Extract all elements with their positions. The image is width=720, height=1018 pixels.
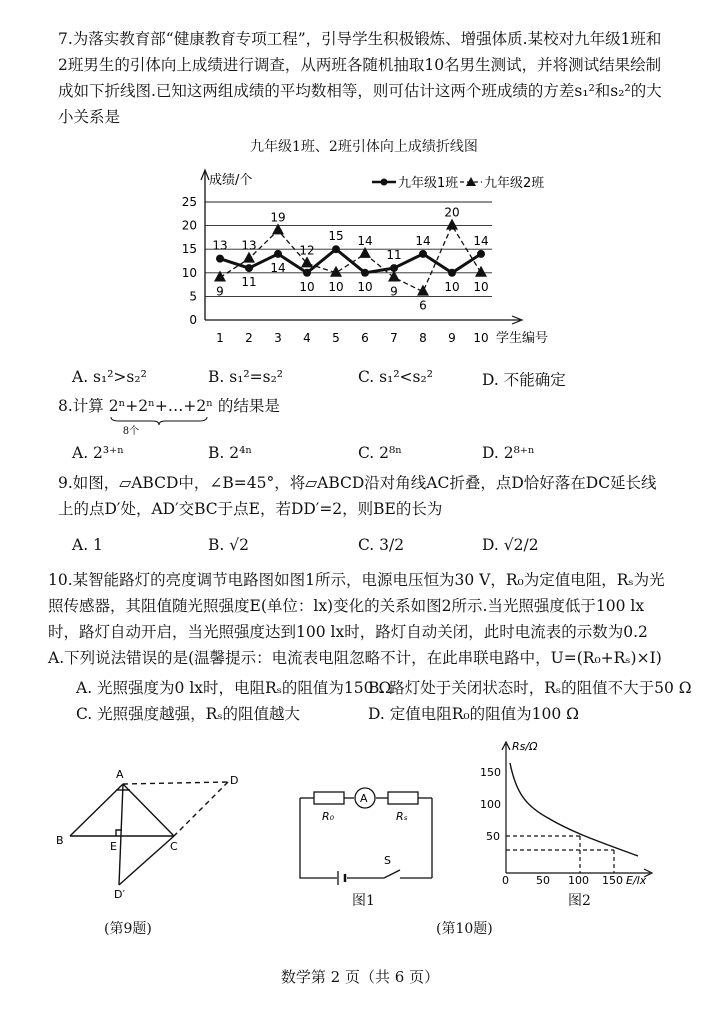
label-b: B [56, 834, 64, 847]
x-tick-label: 9 [448, 331, 456, 345]
q7-option-d[interactable]: D. 不能确定 [482, 371, 566, 389]
underbrace-icon [109, 416, 209, 426]
question-9-text: 9.如图，▱ABCD中，∠B=45°，将▱ABCD沿对角线AC折叠，点D恰好落在DC延长线上的点D′处，AD′交BC于点E，若DD′=2，则BE的长为 [58, 474, 657, 518]
chart-title: 九年级1班、2班引体向上成绩折线图 [250, 139, 478, 155]
data-point-class1 [332, 245, 340, 253]
graph-ytick: 100 [480, 798, 501, 811]
data-label-class1: 10 [299, 279, 315, 294]
data-point-class2 [475, 266, 487, 277]
data-label-class2: 6 [419, 298, 427, 313]
data-point-class1 [477, 250, 485, 258]
data-label-class1: 11 [241, 275, 257, 290]
r0-label: R₀ [322, 810, 335, 823]
y-tick-label: 15 [181, 242, 197, 257]
data-label-class2: 10 [328, 279, 344, 294]
data-point-class1 [303, 269, 311, 277]
circuit-diagram [292, 780, 452, 890]
y-tick-label: 5 [189, 289, 197, 304]
graph-x-label: E/lx [626, 874, 647, 887]
data-label-class1: 14 [473, 233, 489, 248]
data-label-class2: 9 [216, 284, 224, 299]
graph-xtick: 50 [536, 874, 550, 887]
label-d-prime: D′ [114, 888, 125, 900]
data-label-class1: 15 [328, 229, 344, 244]
q7-option-b[interactable]: B. s₁²=s₂² [208, 368, 283, 386]
line-chart [0, 160, 720, 380]
x-tick-label: 8 [419, 331, 427, 345]
q10-option-a[interactable]: A. 光照强度为0 lx时，电阻Rₛ的阻值为150 Ω [76, 679, 392, 697]
data-label-class1: 14 [270, 260, 286, 275]
data-label-class2: 10 [473, 279, 489, 294]
q8-expression [108, 397, 218, 437]
q9-geometry-figure [52, 760, 282, 900]
data-label-class1: 10 [357, 279, 373, 294]
x-tick-label: 4 [303, 331, 311, 345]
q8-option-a[interactable]: A. 2³⁺ⁿ [72, 444, 125, 462]
label-a: A [116, 768, 124, 781]
x-tick-label: 2 [245, 331, 253, 345]
label-e: E [110, 840, 117, 853]
graph-ytick: 50 [486, 830, 500, 843]
rs-vs-e-graph [478, 738, 658, 888]
graph-xtick: 100 [568, 874, 589, 887]
data-point-class1 [390, 264, 398, 272]
data-point-class1 [274, 250, 282, 258]
data-point-class2 [243, 252, 255, 263]
data-label-class2: 9 [390, 284, 398, 299]
rs-label: Rₛ [396, 810, 408, 823]
y-tick-label: 0 [189, 313, 197, 327]
q10-caption: (第10题) [436, 921, 493, 937]
page-footer: 数学第 2 页（共 6 页） [280, 968, 440, 986]
q9-caption: (第9题) [104, 921, 152, 937]
q9-option-b[interactable]: B. √2 [208, 536, 249, 554]
data-point-class1 [245, 264, 253, 272]
ammeter-label: A [360, 792, 368, 805]
q8-option-b[interactable]: B. 2⁴ⁿ [208, 444, 253, 462]
q7-option-a[interactable]: A. s₁²>s₂² [72, 368, 147, 386]
q10-option-c[interactable]: C. 光照强度越强，Rₛ的阻值越大 [76, 705, 301, 723]
x-tick-label: 3 [274, 331, 282, 345]
question-7-text: 7.为落实教育部“健康教育专项工程”，引导学生积极锻炼、增强体质.某校对九年级1班和2班男生的引体向上成绩进行调查，从两班各随机抽取10名男生测试，并将测试结果绘制成如下折线图.已知这两组成绩的平均数相等，则可估计这两个班成绩的方差s₁²和s₂²的大小关系是 [58, 30, 662, 126]
x-tick-label: 1 [216, 331, 224, 345]
y-tick-label: 10 [181, 265, 197, 280]
q10-option-d[interactable]: D. 定值电阻R₀的阻值为100 Ω [368, 705, 579, 723]
x-tick-label: 7 [390, 331, 398, 345]
question-10-text: 10.某智能路灯的亮度调节电路图如图1所示，电源电压恒为30 V，R₀为定值电阻，Rₛ为光照传感器，其阻值随光照强度E(单位：lx)变化的关系如图2所示.当光照强度低于100 lx时，路灯自动开启，当光照强度达到100 lx时，路灯自动关闭，此时电流表的示数为0.2 A.下列说法错误的是(温馨提示：电流表电阻忽略不计，在此串联电路中，U=(R₀+Rₛ)×I) [48, 571, 665, 667]
data-point-class2 [388, 271, 400, 282]
graph-y-label: Rs/Ω [512, 740, 538, 753]
data-point-class2 [359, 247, 371, 258]
series-line-class2 [220, 226, 481, 292]
data-label-class2: 19 [270, 210, 286, 225]
legend-marker-class1 [381, 179, 388, 186]
question-8-text [58, 393, 280, 437]
data-label-class2: 14 [357, 233, 373, 248]
legend-label-class1: 九年级1班 [398, 176, 459, 191]
data-label-class2: 20 [444, 205, 460, 220]
data-label-class2: 13 [241, 238, 257, 253]
fig2-caption: 图2 [568, 893, 591, 909]
data-label-class1: 14 [415, 233, 431, 248]
q8-tail: 的结果是 [217, 397, 280, 415]
q10-option-b[interactable]: B. 路灯处于关闭状态时，Rₛ的阻值不大于50 Ω [368, 679, 692, 697]
fig1-caption: 图1 [352, 893, 375, 909]
x-axis-label: 学生编号 [496, 331, 549, 346]
series-line-class1 [220, 249, 481, 273]
y-axis-label: 成绩/个 [209, 173, 253, 188]
q7-option-c[interactable]: C. s₁²<s₂² [358, 368, 433, 386]
data-point-class1 [361, 269, 369, 277]
data-point-class2 [272, 223, 284, 234]
data-label-class1: 11 [386, 248, 402, 263]
graph-xtick: 0 [502, 874, 509, 887]
q8-option-d[interactable]: D. 2⁸⁺ⁿ [482, 444, 535, 462]
label-c: C [170, 840, 178, 853]
x-tick-label: 6 [361, 331, 369, 345]
data-label-class1: 13 [212, 238, 228, 253]
data-point-class1 [419, 250, 427, 258]
switch-label: S [384, 854, 391, 867]
x-tick-label: 10 [473, 331, 489, 345]
q9-option-c[interactable]: C. 3/2 [358, 536, 405, 554]
graph-ytick: 150 [480, 766, 501, 779]
q8-option-c[interactable]: C. 2⁸ⁿ [358, 444, 402, 462]
y-tick-label: 25 [181, 195, 197, 209]
q9-option-a[interactable]: A. 1 [72, 536, 103, 554]
q8-lead: 8.计算 [58, 397, 104, 415]
q8-expr: 2ⁿ+2ⁿ+…+2ⁿ [108, 397, 213, 415]
y-tick-label: 20 [181, 218, 197, 233]
label-d: D [230, 774, 239, 787]
q8-brace-label: 8个 [122, 426, 140, 437]
q9-option-d[interactable]: D. √2/2 [482, 536, 539, 554]
legend-label-class2: 九年级2班 [484, 176, 545, 191]
data-point-class1 [448, 269, 456, 277]
data-point-class1 [216, 255, 224, 263]
data-point-class2 [214, 271, 226, 282]
x-tick-label: 5 [332, 331, 340, 345]
data-label-class2: 12 [299, 243, 315, 258]
data-point-class2 [446, 219, 458, 230]
graph-xtick: 150 [602, 874, 623, 887]
data-label-class1: 10 [444, 279, 460, 294]
